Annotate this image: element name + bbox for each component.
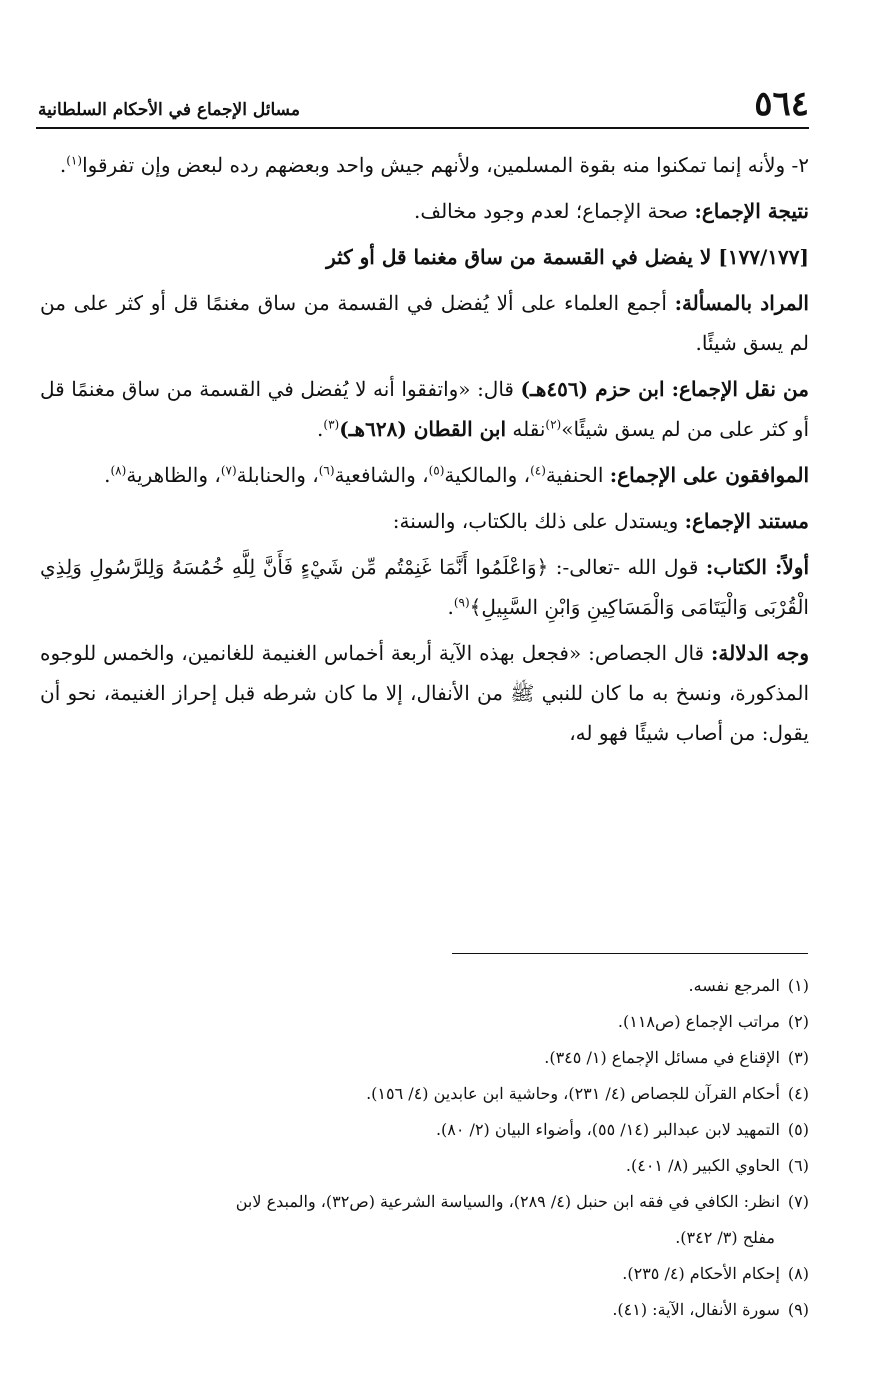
punctuation: . <box>104 463 111 487</box>
footnote <box>40 1256 809 1292</box>
footnote <box>40 1292 809 1328</box>
quotation: قال الجصاص: «فجعل بهذه الآية أربعة أخماس الغنيمة للغانمين، والخمس للوجوه المذكورة، ونسخ به ما كان للنبي ﷺ من الأنفال، إلا ما كان شرطه قبل إحراز الغنيمة، نحو أن يقول: من أصاب شيئًا فهو له، <box>40 641 809 745</box>
scholar-name: ابن حزم (٤٥٦هـ) <box>520 377 672 401</box>
school-name: ، والظاهرية <box>126 463 221 487</box>
footnote <box>40 1112 809 1148</box>
footnote-ref[interactable]: (١) <box>66 153 83 168</box>
header-divider <box>36 127 809 129</box>
paragraph-text: نقله <box>506 417 546 441</box>
footnote-number: (٨) <box>787 1264 809 1283</box>
footnote-continuation <box>40 1220 809 1256</box>
footnote-text: إحكام الأحكام (٤/ ٢٣٥). <box>622 1264 780 1283</box>
school-name: ، والشافعية <box>334 463 429 487</box>
page-number: ٥٦٤ <box>754 84 809 124</box>
paragraph <box>40 369 809 449</box>
footnote-number: (٩) <box>787 1300 809 1319</box>
running-title: مسائل الإجماع في الأحكام السلطانية <box>38 100 300 120</box>
footnote-number: (٦) <box>787 1156 809 1175</box>
footnote <box>40 1040 809 1076</box>
school-name: ، والمالكية <box>444 463 531 487</box>
paragraph-text: أجمع العلماء على ألا يُفضل في القسمة من ساق مغنمًا قل أو كثر على من لم يسق شيئًا. <box>40 291 809 355</box>
footnote <box>40 1184 809 1220</box>
section-label: مستند الإجماع: <box>684 509 809 533</box>
paragraph <box>40 145 809 185</box>
paragraph <box>40 547 809 627</box>
footnotes <box>40 968 809 1328</box>
footnote-text: الحاوي الكبير (٨/ ٤٠١). <box>625 1156 780 1175</box>
footnote-ref[interactable]: (٣) <box>323 417 340 432</box>
footnote-number: (٥) <box>787 1120 809 1139</box>
footnote-divider <box>452 953 808 954</box>
paragraph <box>40 501 809 541</box>
section-label: نتيجة الإجماع: <box>694 199 809 223</box>
footnote-text: انظر: الكافي في فقه ابن حنبل (٤/ ٢٨٩)، والسياسة الشرعية (ص٣٢)، والمبدع لابن <box>235 1192 780 1211</box>
footnote <box>40 1004 809 1040</box>
scholar-name: ابن القطان (٦٢٨هـ) <box>339 417 507 441</box>
issue-heading <box>40 237 809 277</box>
footnote-ref[interactable]: (٩) <box>453 595 470 610</box>
footnote-ref[interactable]: (٦) <box>318 463 335 478</box>
footnote-number: (٤) <box>787 1084 809 1103</box>
school-name: الحنفية <box>545 463 610 487</box>
section-label: الموافقون على الإجماع: <box>609 463 809 487</box>
paragraph <box>40 455 809 495</box>
footnote-text: المرجع نفسه. <box>688 976 780 995</box>
footnote-text: سورة الأنفال، الآية: (٤١). <box>612 1300 780 1319</box>
school-name: ، والحنابلة <box>236 463 319 487</box>
footnote-text: الإقناع في مسائل الإجماع (١/ ٣٤٥). <box>544 1048 780 1067</box>
footnote-number: (٧) <box>787 1192 809 1211</box>
footnote <box>40 1148 809 1184</box>
footnote <box>40 1076 809 1112</box>
punctuation: . <box>447 595 454 619</box>
footnote-number: (٣) <box>787 1048 809 1067</box>
footnote-text: مراتب الإجماع (ص١١٨). <box>617 1012 780 1031</box>
footnote-text: مفلح (٣/ ٣٤٢). <box>675 1228 775 1247</box>
paragraph-text: صحة الإجماع؛ لعدم وجود مخالف. <box>414 199 695 223</box>
footnote-number: (١) <box>787 976 809 995</box>
footnote-ref[interactable]: (٥) <box>428 463 445 478</box>
paragraph-text: ويستدل على ذلك بالكتاب، والسنة: <box>392 509 685 533</box>
paragraph <box>40 633 809 753</box>
paragraph <box>40 191 809 231</box>
footnote-ref[interactable]: (٧) <box>220 463 237 478</box>
punctuation: . <box>59 153 67 177</box>
footnote-text: التمهيد لابن عبدالبر (١٤/ ٥٥)، وأضواء البيان (٢/ ٨٠). <box>435 1120 780 1139</box>
main-text <box>40 145 809 759</box>
footnote <box>40 968 809 1004</box>
paragraph <box>40 283 809 363</box>
quotation: قال: «واتفقوا أنه لا يُفضل في القسمة من ساق مغنمًا قل أو كثر على من لم يسق شيئًا» <box>40 377 809 441</box>
paragraph-text: ٢- ولأنه إنما تمكنوا منه بقوة المسلمين، ولأنهم جيش واحد وبعضهم رده لبعض وإن تفرقوا <box>82 153 809 177</box>
section-label: أولاً: الكتاب: <box>705 555 809 579</box>
footnote-text: أحكام القرآن للجصاص (٤/ ٢٣١)، وحاشية ابن عابدين (٤/ ١٥٦). <box>366 1084 780 1103</box>
section-label: المراد بالمسألة: <box>674 291 809 315</box>
punctuation: . <box>317 417 324 441</box>
section-label: من نقل الإجماع: <box>671 377 809 401</box>
section-label: وجه الدلالة: <box>711 641 809 665</box>
footnote-ref[interactable]: (٤) <box>530 463 546 478</box>
footnote-number: (٢) <box>787 1012 809 1031</box>
page-header <box>38 78 809 128</box>
issue-title: [١٧٧/١٧٧] لا يفضل في القسمة من ساق مغنما قل أو كثر <box>326 245 809 269</box>
quran-verse: قول الله -تعالى-: ﴿وَاعْلَمُوا أَنَّمَا غَنِمْتُم مِّن شَيْءٍ فَأَنَّ لِلَّهِ خُمُسَهُ وَلِلرَّسُولِ وَلِذِي الْقُرْبَى وَالْيَتَامَى وَالْمَسَاكِينِ وَابْنِ السَّبِيلِ﴾ <box>40 555 809 619</box>
footnote-ref[interactable]: (٨) <box>110 463 127 478</box>
footnote-ref[interactable]: (٢) <box>545 417 562 432</box>
